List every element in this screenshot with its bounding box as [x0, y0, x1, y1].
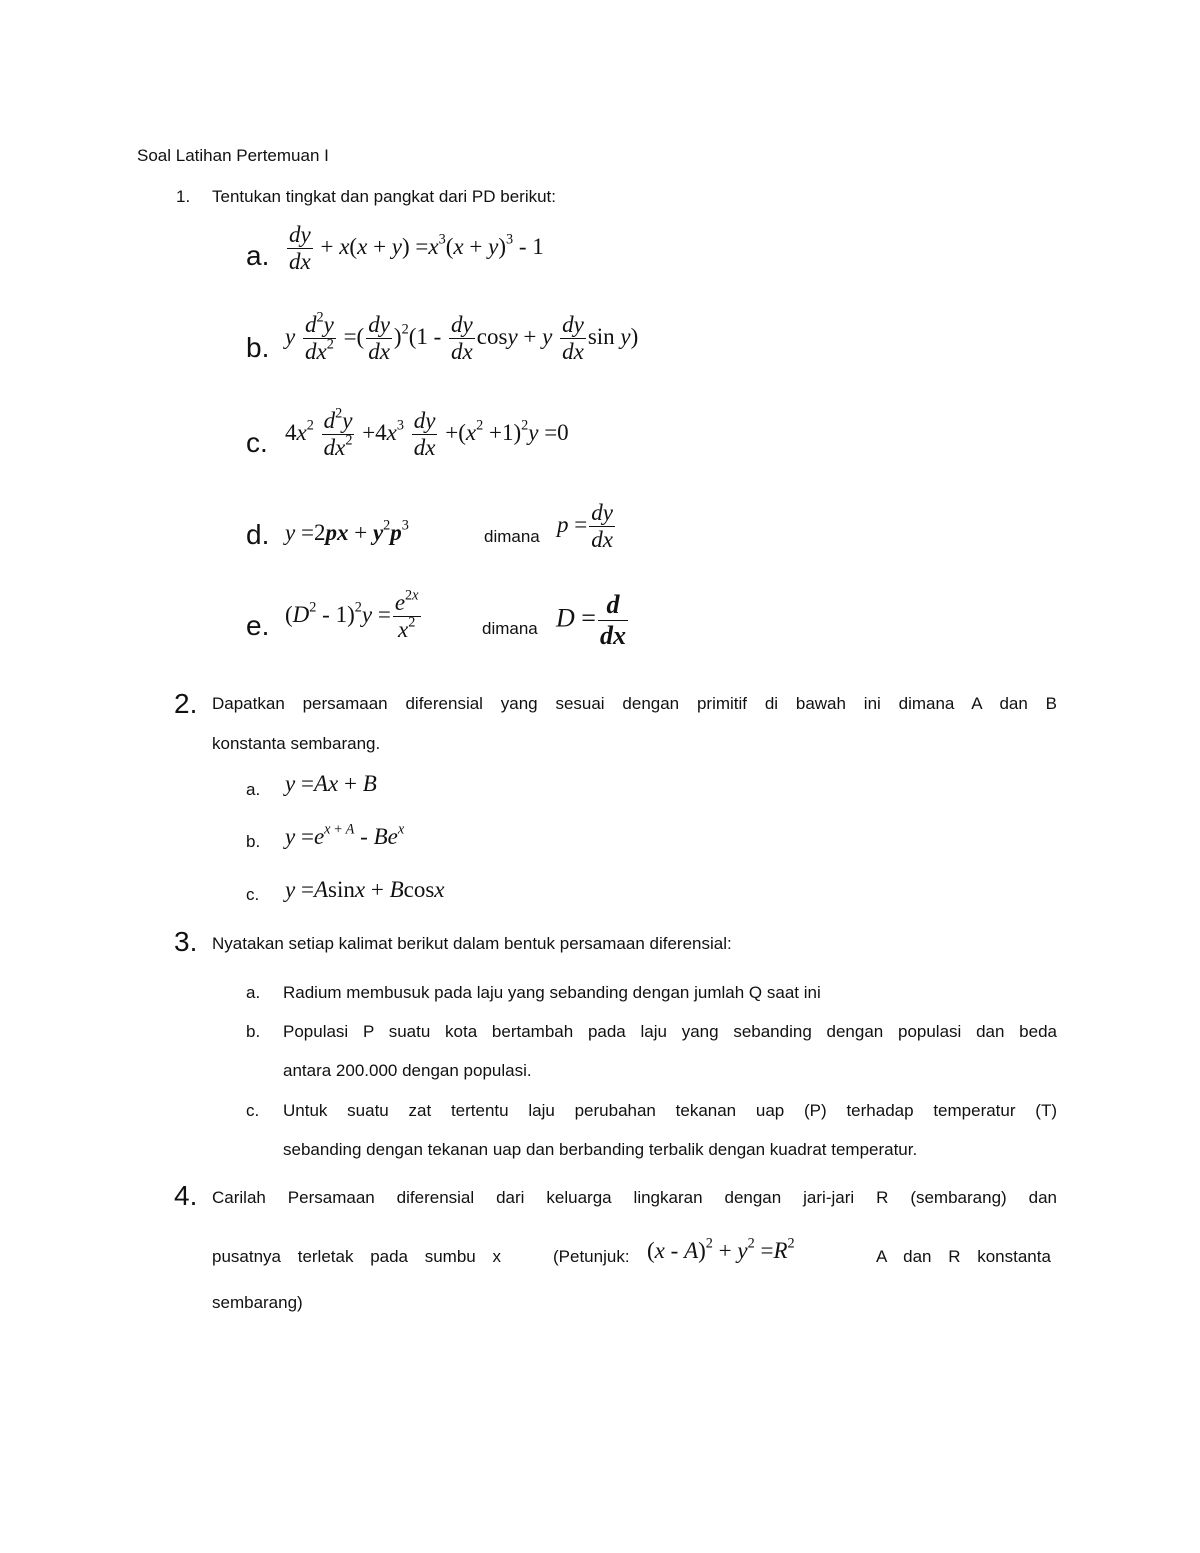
q3a-text: Radium membusuk pada laju yang sebanding dengan jumlah Q saat ini: [283, 983, 821, 1002]
q2-number: 2.: [174, 688, 198, 719]
q1d-label: d.: [246, 519, 270, 550]
q2-text-line1: Dapatkan persamaan diferensial yang sesuai dengan primitif di bawah ini dimana A dan B: [212, 694, 1057, 713]
q1e-d-definition: D = $\frac{d}{dx}$: [556, 590, 626, 650]
q4-text-line3: sembarang): [212, 1293, 303, 1312]
q4-number: 4.: [174, 1180, 198, 1211]
q1a-equation: $\frac{dy}{dx}$ + $x(x + y) =x^3(x + y)^3 - 1$: [289, 222, 544, 275]
q3-number: 3.: [174, 926, 198, 957]
q4-text-line1: Carilah Persamaan diferensial dari keluarga lingkaran dengan jari-jari R (sembarang) dan: [212, 1188, 1057, 1207]
q1e-equation: $(D^2 - 1)^2y$ = $\frac{e^{2x}}{x^2}$: [285, 587, 419, 643]
q3b-text-line1: Populasi P suatu kota bertambah pada laju yang sebanding dengan populasi dan beda: [283, 1022, 1057, 1041]
q3b-text-line2: antara 200.000 dengan populasi.: [283, 1061, 532, 1080]
q4-hint-suffix: A dan R konstanta: [876, 1247, 1051, 1266]
q1d-where: dimana: [484, 527, 540, 546]
q1a-label: a.: [246, 240, 270, 271]
q2b-equation: $y =e^{x + A} - Be^x$: [285, 821, 405, 849]
q1c-label: c.: [246, 427, 268, 458]
q1d-p-definition: p = $\frac{dy}{dx}$: [557, 500, 613, 553]
q3a-label: a.: [246, 983, 261, 1002]
q1-number: 1.: [176, 187, 191, 206]
q2-text-line2: konstanta sembarang.: [212, 734, 381, 753]
q2a-equation: y =Ax + B: [285, 771, 377, 796]
q2b-label: b.: [246, 832, 261, 851]
q1d-equation: $y =2px + y^2p^3$: [285, 517, 409, 545]
q3c-text-line1: Untuk suatu zat tertentu laju perubahan tekanan uap (P) terhadap temperatur (T): [283, 1101, 1057, 1120]
q3c-label: c.: [246, 1101, 260, 1120]
q3b-label: b.: [246, 1022, 261, 1041]
q3-text: Nyatakan setiap kalimat berikut dalam bentuk persamaan diferensial:: [212, 934, 732, 953]
q4-hint-prefix: (Petunjuk:: [553, 1247, 630, 1266]
page-title: Soal Latihan Pertemuan I: [137, 146, 329, 165]
q1-text: Tentukan tingkat dan pangkat dari PD berikut:: [212, 187, 556, 206]
q1c-equation: $4x^2$ $\frac{d^2y}{dx^2}$ $+4x^3$ $\frac{dy}{dx}$ $+(x^2 +1)^2y =0$: [285, 405, 569, 461]
q4-hint-equation: $(x - A)^2 + y^2 =R^2$: [647, 1235, 795, 1263]
q2a-label: a.: [246, 780, 261, 799]
q1e-where: dimana: [482, 619, 538, 638]
q1b-equation: y $\frac{d^2y}{dx^2}$ =( $\frac{dy}{dx}$ )$^2$(1 - $\frac{dy}{dx}$ cosy + y $\frac{dy}{dx}$ sin y): [285, 309, 639, 365]
q2c-label: c.: [246, 885, 260, 904]
q4-text-line2: pusatnya terletak pada sumbu x: [212, 1247, 501, 1266]
q3c-text-line2: sebanding dengan tekanan uap dan berbanding terbalik dengan kuadrat temperatur.: [283, 1140, 918, 1159]
q1b-label: b.: [246, 332, 270, 363]
q1e-label: e.: [246, 610, 270, 641]
q2c-equation: y =Asinx + Bcosx: [285, 877, 445, 902]
